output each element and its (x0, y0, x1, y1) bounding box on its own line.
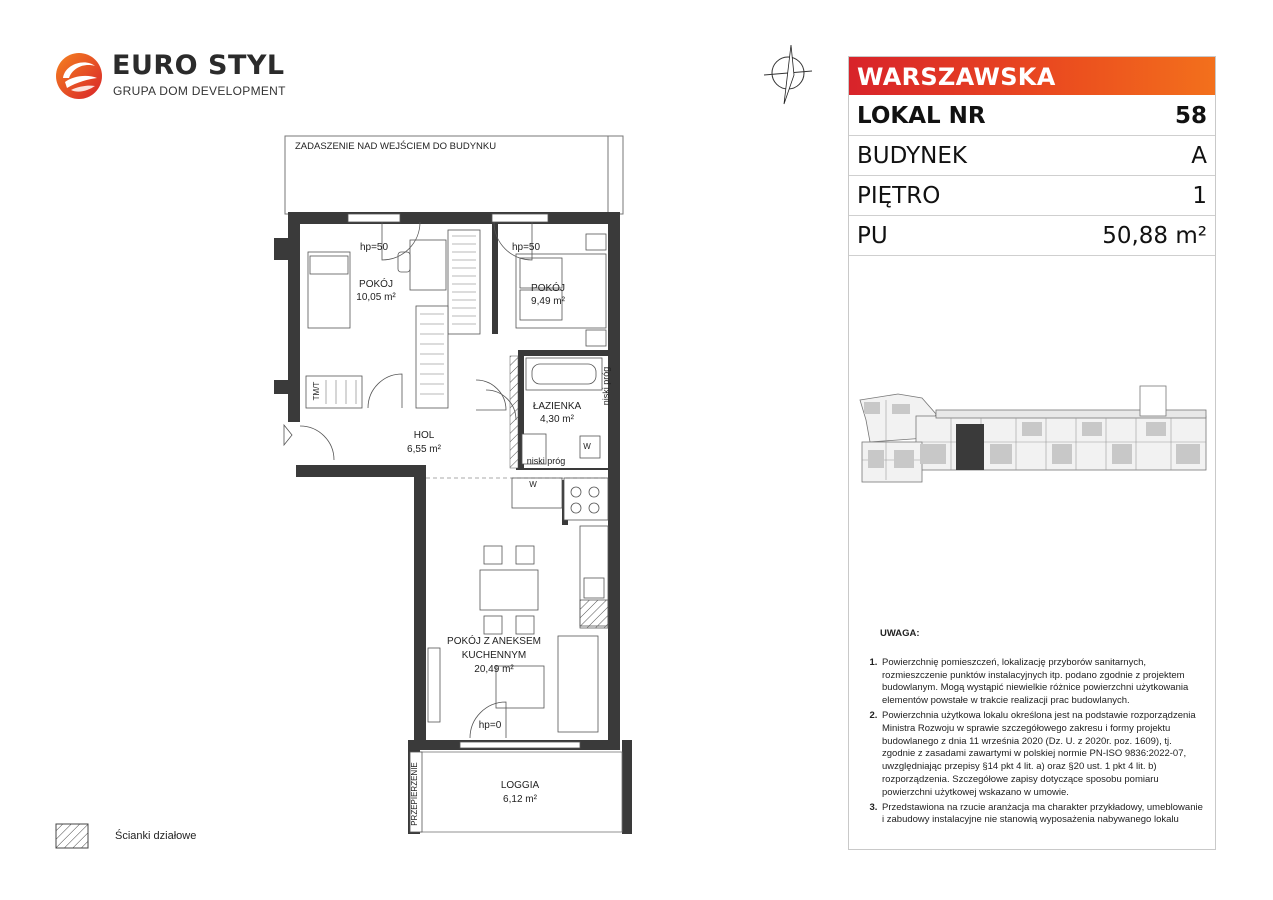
note-item: 1. Powierzchnię pomieszczeń, lokalizację przyborów sanitarnych, rozmieszczenie punktów instalacyjnych itp. podano zgodnie z projektem budowlanym. Mogą wystąpić niewielkie różnice powierzchni użytkowania elementów powstałe w trakcie realizacji prac budowlanych. (880, 657, 1205, 708)
bath-area: 4,30 m² (540, 414, 574, 425)
unit-value: 58 (1174, 103, 1207, 129)
note-item: 2. Powierzchnia użytkowa lokalu określona jest na podstawie rozporządzenia Ministra Rozwoju w sprawie szczegółowego zakresu i formy projektu budowlanego z dnia 11 września 2020 (Dz. U. z 2020r. poz. 1609), tj. zgodnie z zasadami zawartymi w polskiej normie PN-ISO 9836:2022-07, uwzględniając przepisy §14 pkt 4 lit. a) oraz §20 ust. 1 pkt 4 lit. b) rozporządzenia. Szczegółowe zapisy dotyczące sposobu pomiaru powierzchni użytkowej wskazano w umowie. (880, 710, 1205, 800)
notes (860, 628, 1205, 829)
room2-sill: hp=50 (511, 242, 541, 253)
room1-area: 10,05 m² (356, 292, 396, 303)
living-name-1: POKÓJ Z ANEKSEM (447, 636, 541, 647)
canopy-label: ZADASZENIE NAD WEJŚCIEM DO BUDYNKU (295, 141, 497, 152)
room2-area: 9,49 m² (531, 296, 565, 307)
partition-legend-label: Ścianki działowe (115, 830, 197, 842)
room1-name: POKÓJ (359, 279, 393, 290)
area-value: 50,88 m² (1102, 223, 1207, 249)
unit-label: LOKAL NR (857, 103, 986, 129)
building-label: BUDYNEK (857, 143, 967, 169)
info-row-unit (849, 96, 1215, 136)
info-row-area (849, 216, 1215, 256)
bath-name: ŁAZIENKA (532, 401, 582, 412)
w-mark-bath: W (583, 442, 591, 451)
w-mark-kitchen: W (529, 480, 537, 489)
info-row-building (849, 136, 1215, 176)
room2-name: POKÓJ (531, 283, 565, 294)
living-name-2: KUCHENNYM (461, 650, 527, 661)
building-value: A (1191, 143, 1207, 169)
project-name: WARSZAWSKA (857, 63, 1056, 91)
logo-name: EURO STYL (112, 50, 285, 81)
logo-subtitle: GRUPA DOM DEVELOPMENT (113, 84, 286, 98)
logo (55, 52, 103, 100)
building-key-plan (856, 380, 1208, 495)
bath-threshold-top: niski próg (601, 366, 611, 406)
north-arrow-icon (758, 42, 818, 108)
loggia-area: 6,12 m² (503, 794, 537, 805)
room1-sill: hp=50 (359, 242, 389, 253)
note-item: 3. Przedstawiona na rzucie aranżacja ma charakter przykładowy, umeblowanie i zabudowy instalacyjne nie stanowią wyposażenia nabywanego lokalu (880, 802, 1205, 828)
loggia-name: LOGGIA (500, 780, 540, 791)
hall-name: HOL (413, 430, 435, 441)
floor-plan (270, 130, 640, 835)
info-row-floor (849, 176, 1215, 216)
floor-label: PIĘTRO (857, 183, 941, 209)
wardrobe-label: TM/T (312, 381, 321, 401)
floor-value: 1 (1192, 183, 1207, 209)
notes-title: UWAGA: (880, 628, 920, 639)
project-header (849, 57, 1215, 95)
living-sill: hp=0 (478, 720, 502, 731)
area-label: PU (857, 223, 888, 249)
logo-icon (55, 52, 103, 100)
partition-legend-icon (55, 823, 89, 849)
living-area: 20,49 m² (474, 664, 514, 675)
hall-area: 6,55 m² (407, 444, 441, 455)
unit-highlight (956, 424, 984, 470)
loggia-partition-label: PRZEPIERZENIE (410, 762, 419, 826)
bath-threshold-bottom: niski próg (526, 456, 566, 466)
